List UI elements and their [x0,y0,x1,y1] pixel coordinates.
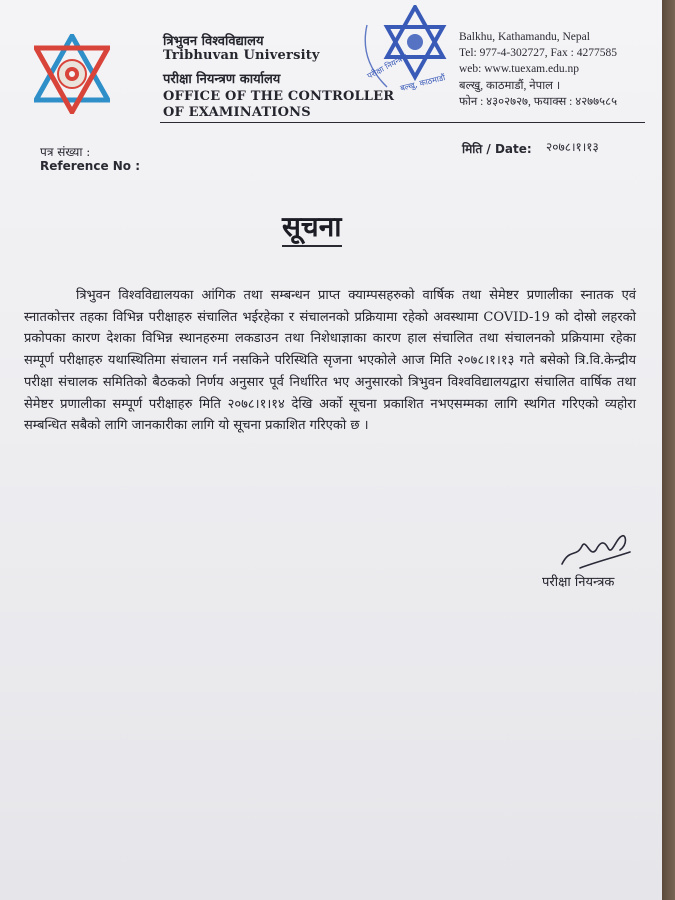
university-name-english: Tribhuvan University [163,48,320,63]
address-english: Balkhu, Kathamandu, Nepal [459,31,590,43]
header-divider [160,122,645,123]
office-name-english-line2: OF EXAMINATIONS [163,105,311,120]
notice-title: सूचना [282,210,342,247]
office-name-nepali: परीक्षा नियन्त्रण कार्यालय [163,72,281,87]
office-seal-stamp-icon [357,5,453,97]
date-label: मिति / Date: [462,142,532,156]
contact-block [459,29,617,77]
tribhuvan-university-logo-icon [34,34,110,114]
tel-fax: Tel: 977-4-302727, Fax : 4277585 [459,47,617,59]
controller-signature-label: परीक्षा नियन्त्रक [542,575,615,590]
reference-no-label: Reference No : [40,159,141,173]
phone-nepali: फोन : ४३०२७२७, फयाक्स : ४२७७५८५ [459,96,618,108]
seal-text-bottom: बल्खु, काठमाडौं [399,73,447,93]
website: web: www.tuexam.edu.np [459,63,579,75]
seal-text-top: परीक्षा नियन्त्रण [365,52,409,81]
handwritten-signature-icon [556,528,636,574]
table-edge [662,0,675,900]
date-value: २०७८।१।१३ [546,140,599,154]
contact-block-nepali [459,78,617,110]
university-name-nepali: त्रिभुवन विश्वविद्यालय [163,34,264,49]
patra-sankhya-label: पत्र संख्या : [40,145,91,159]
office-name-english-line1: OFFICE OF THE CONTROLLER [163,89,395,104]
notice-body: त्रिभुवन विश्वविद्यालयका आंगिक तथा सम्बन्धन प्राप्त क्याम्पसहरुको वार्षिक तथा सेमेष्टर प्रणालीका स्नातक एवं स्नातकोत्तर तहका विभिन्न परीक्षाहरु संचालित भईरहेका र संचालनको प्रक्रियामा रहेको अवस्थामा COVID-19 को दोस्रो लहरको प्रकोपका कारण देशका विभिन्न स्थानहरुमा लकडाउन तथा निशेधाज्ञाका कारण हाल संचालित तथा संचालनको प्रक्रियामा रहेका सम्पूर्ण परीक्षाहरु यथास्थितिमा संचालन गर्न नसकिने परिस्थिति सृजना भएकोले आज मिति २०७८।१।१३ गते बसेको त्रि.वि.केन्द्रीय परीक्षा संचालक समितिको बैठकको निर्णय अनुसार पूर्व निर्धारित भए अनुसारको त्रिभुवन विश्वविद्यालयद्वारा संचालित वार्षिक तथा सेमेष्टर प्रणालीका सम्पूर्ण परीक्षाहरु मिति २०७८।१।१४ देखि अर्को सूचना प्रकाशित नभएसम्मका लागि स्थगित गरिएको व्यहोरा सम्बन्धित सबैको लागि जानकारीका लागि यो सूचना प्रकाशित गरिएको छ । [24,288,636,434]
address-nepali: बल्खु, काठमाडौं, नेपाल । [459,80,561,92]
